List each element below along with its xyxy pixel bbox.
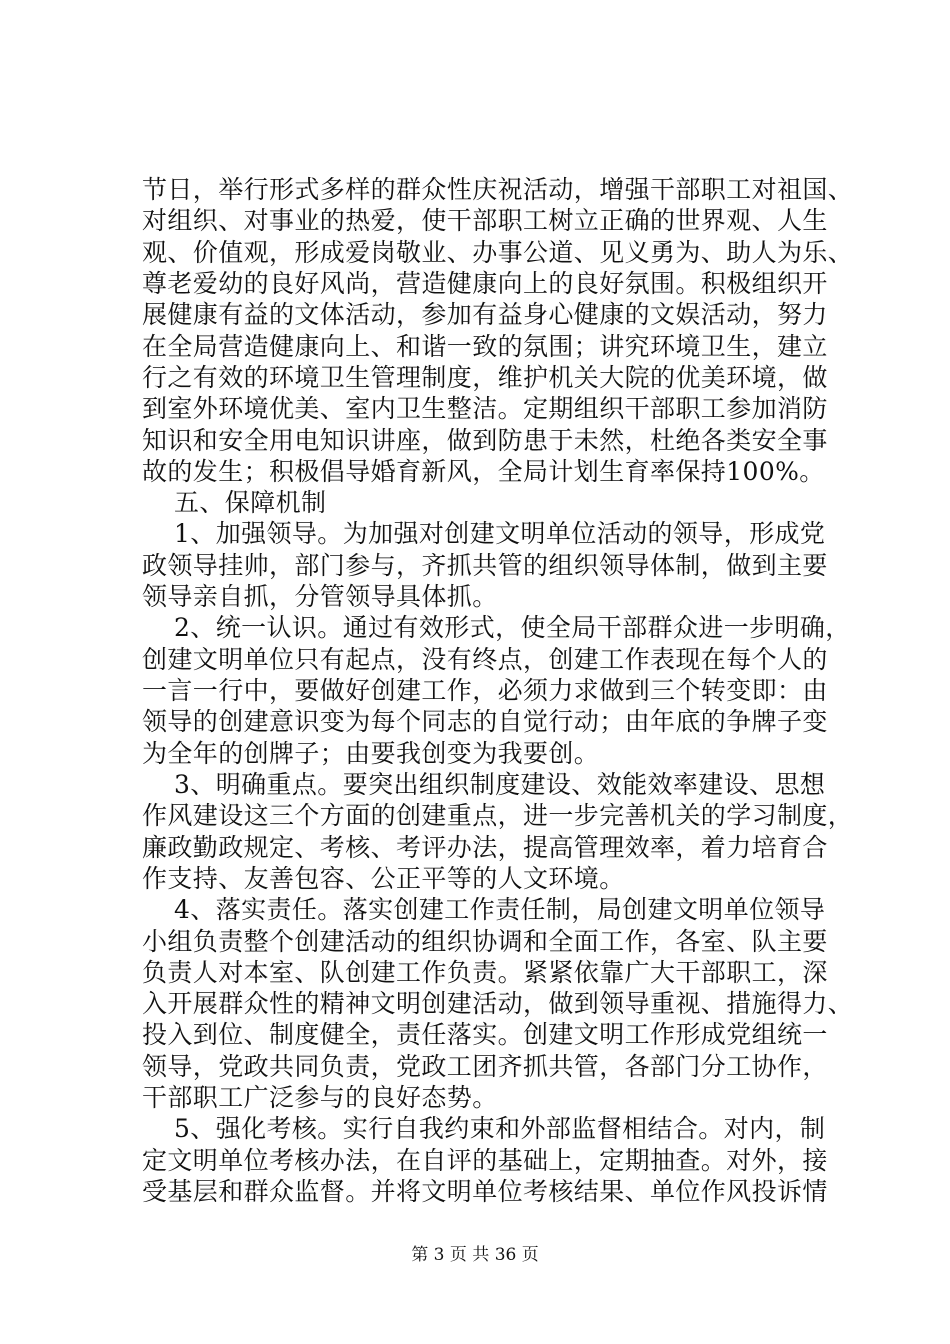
text-line: 2、统一认识。通过有效形式，使全局干部群众进一步明确， <box>174 613 851 642</box>
text-line: 观、价值观，形成爱岗敬业、办事公道、见义勇为、助人为乐、 <box>142 238 854 267</box>
text-line: 尊老爱幼的良好风尚，营造健康向上的良好氛围。积极组织开 <box>142 269 828 298</box>
text-line: 作风建设这三个方面的创建重点，进一步完善机关的学习制度， <box>142 801 854 830</box>
text-line: 一言一行中，要做好创建工作，必须力求做到三个转变即：由 <box>142 676 828 705</box>
text-line: 入开展群众性的精神文明创建活动，做到领导重视、措施得力、 <box>142 989 854 1018</box>
text-line: 定文明单位考核办法，在自评的基础上，定期抽查。对外，接 <box>142 1146 828 1175</box>
page-number-footer: 第 3 页 共 36 页 <box>411 1245 539 1265</box>
text-line: 1、加强领导。为加强对创建文明单位活动的领导，形成党 <box>174 519 826 548</box>
text-line: 行之有效的环境卫生管理制度，维护机关大院的优美环境，做 <box>142 363 828 392</box>
text-line: 小组负责整个创建活动的组织协调和全面工作，各室、队主要 <box>142 927 828 956</box>
text-line: 受基层和群众监督。并将文明单位考核结果、单位作风投诉情 <box>142 1177 828 1206</box>
text-line: 在全局营造健康向上、和谐一致的氛围；讲究环境卫生，建立 <box>142 332 828 361</box>
text-line: 到室外环境优美、室内卫生整洁。定期组织干部职工参加消防 <box>142 394 828 423</box>
text-line: 展健康有益的文体活动，参加有益身心健康的文娱活动，努力 <box>142 300 828 329</box>
text-line: 知识和安全用电知识讲座，做到防患于未然，杜绝各类安全事 <box>142 426 828 455</box>
text-line: 创建文明单位只有起点，没有终点，创建工作表现在每个人的 <box>142 645 828 674</box>
text-line: 节日，举行形式多样的群众性庆祝活动，增强干部职工对祖国、 <box>142 175 854 204</box>
text-line: 干部职工广泛参与的良好态势。 <box>142 1083 498 1112</box>
text-line: 投入到位、制度健全，责任落实。创建文明工作形成党组统一 <box>142 1020 828 1049</box>
text-line: 4、落实责任。落实创建工作责任制，局创建文明单位领导 <box>174 895 826 924</box>
text-line: 3、明确重点。要突出组织制度建设、效能效率建设、思想 <box>174 770 826 799</box>
text-line: 对组织、对事业的热爱，使干部职工树立正确的世界观、人生 <box>142 206 828 235</box>
text-line: 作支持、友善包容、公正平等的人文环境。 <box>142 864 625 893</box>
text-line: 负责人对本室、队创建工作负责。紧紧依靠广大干部职工，深 <box>142 958 828 987</box>
text-line: 5、强化考核。实行自我约束和外部监督相结合。对内，制 <box>174 1114 826 1143</box>
text-line: 领导，党政共同负责，党政工团齐抓共管，各部门分工协作， <box>142 1052 828 1081</box>
text-line: 政领导挂帅，部门参与，齐抓共管的组织领导体制，做到主要 <box>142 551 828 580</box>
text-line: 为全年的创牌子；由要我创变为我要创。 <box>142 739 600 768</box>
section-heading: 五、保障机制 <box>174 488 327 517</box>
text-line: 领导亲自抓，分管领导具体抓。 <box>142 582 498 611</box>
text-line: 领导的创建意识变为每个同志的自觉行动；由年底的争牌子变 <box>142 707 828 736</box>
text-line: 故的发生；积极倡导婚育新风，全局计划生育率保持100%。 <box>142 457 825 486</box>
text-line: 廉政勤政规定、考核、考评办法，提高管理效率，着力培育合 <box>142 833 828 862</box>
